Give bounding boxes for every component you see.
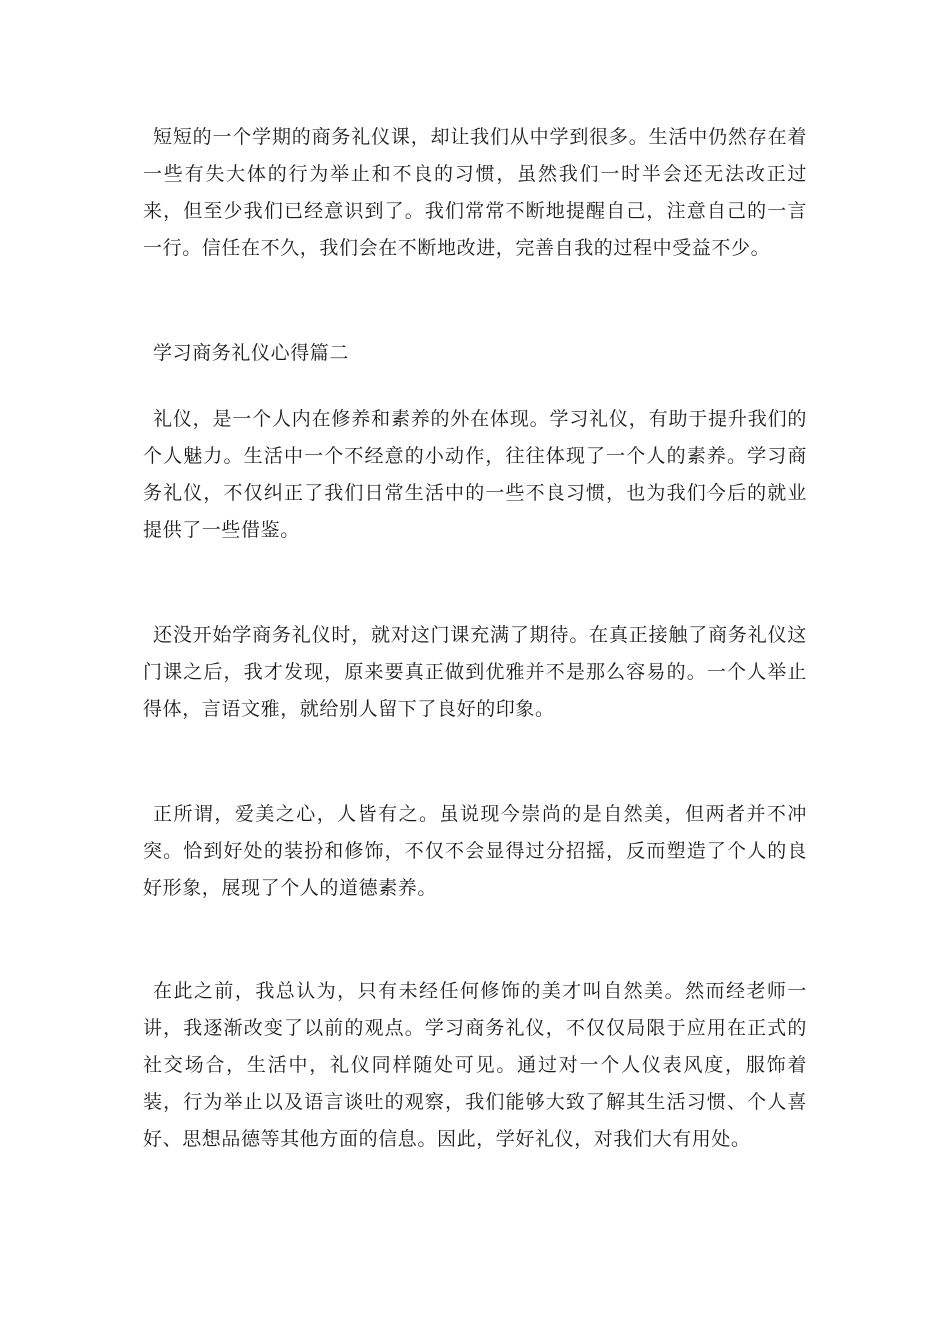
paragraph-3: 还没开始学商务礼仪时，就对这门课充满了期待。在真正接触了商务礼仪这门课之后，我才发现，原来要真正做到优雅并不是那么容易的。一个人举止得体，言语文雅，就给别人留下了良好的印象。 <box>143 624 807 720</box>
paragraph-5: 在此之前，我总认为，只有未经任何修饰的美才叫自然美。然而经老师一讲，我逐渐改变了以前的观点。学习商务礼仪，不仅仅局限于应用在正式的社交场合，生活中，礼仪同样随处可见。通过对一个人仪表风度，服饰着装，行为举止以及语言谈吐的观察，我们能够大致了解其生活习惯、个人喜好、思想品德等其他方面的信息。因此，学好礼仪，对我们大有用处。 <box>143 980 807 1150</box>
section-heading: 学习商务礼仪心得篇二 <box>153 342 350 364</box>
paragraph-4: 正所谓，爱美之心，人皆有之。虽说现今崇尚的是自然美，但两者并不冲突。恰到好处的装扮和修饰，不仅不会显得过分招摇，反而塑造了个人的良好形象，展现了个人的道德素养。 <box>143 803 807 899</box>
paragraph-2: 礼仪，是一个人内在修养和素养的外在体现。学习礼仪，有助于提升我们的个人魅力。生活中一个不经意的小动作，往往体现了一个人的素养。学习商务礼仪，不仅纠正了我们日常生活中的一些不良习惯，也为我们今后的就业提供了一些借鉴。 <box>143 408 807 541</box>
paragraph-1: 短短的一个学期的商务礼仪课，却让我们从中学到很多。生活中仍然存在着一些有失大体的行为举止和不良的习惯，虽然我们一时半会还无法改正过来，但至少我们已经意识到了。我们常常不断地提醒自己，注意自己的一言一行。信任在不久，我们会在不断地改进，完善自我的过程中受益不少。 <box>143 126 807 259</box>
